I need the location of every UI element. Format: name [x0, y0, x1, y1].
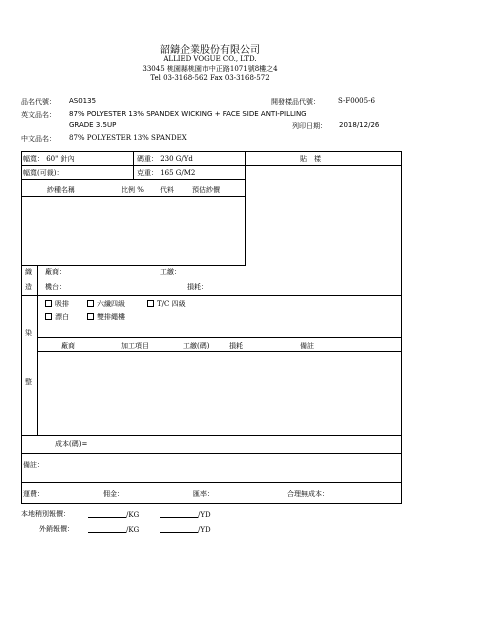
dye-col-process: 加工項目 — [121, 342, 149, 350]
freight-label: 運費： — [23, 490, 44, 498]
checkbox-icon — [45, 313, 52, 320]
dye-col-remark: 備註 — [300, 342, 314, 350]
remarks-box — [21, 453, 402, 483]
dev-code-value: S-F0005-6 — [338, 97, 375, 105]
width-label: 幅寬： 60" 針內 — [23, 155, 75, 163]
dye-col-vendor: 廠商 — [61, 342, 75, 350]
weaving-machine-label: 機台： — [45, 283, 66, 291]
dye-col-loss: 損耗 — [229, 342, 243, 350]
usable-width-label: 幅寬(可裁)： — [23, 169, 64, 177]
commission-label: 佣金： — [103, 490, 124, 498]
weaving-side-2: 造 — [25, 283, 32, 291]
name-en-line1: 87% POLYESTER 13% SPANDEX WICKING + FACE SIDE ANTI-PILLING — [69, 110, 307, 118]
yarn-price-col: 預估紗價 — [192, 186, 220, 194]
dye-col-labor: 工繳(碼) — [183, 342, 210, 350]
option-wicking[interactable]: 吸排 — [45, 299, 69, 309]
yarn-ratio-col: 比例 % — [121, 186, 144, 194]
checkbox-icon — [87, 300, 94, 307]
yarn-name-col: 紗種名稱 — [47, 186, 75, 194]
weight-label: 碼重： 230 G/Yd — [137, 155, 193, 163]
company-phone-fax: Tel 03-3168-562 Fax 03-3168-572 — [150, 74, 270, 82]
dyeing-side-1: 染 — [25, 329, 32, 337]
exchange-label: 匯率： — [193, 490, 214, 498]
weaving-loss-label: 損耗： — [187, 283, 208, 291]
checkbox-icon — [147, 300, 154, 307]
dyeing-side-2: 整 — [25, 378, 32, 386]
print-date-label: 列印日期： — [292, 122, 327, 130]
export-price-yd[interactable]: /YD — [160, 524, 211, 534]
local-price-yd[interactable]: /YD — [160, 509, 211, 519]
print-date-value: 2018/12/26 — [339, 121, 380, 129]
swatch-label: 貼 樣 — [300, 155, 321, 163]
option-bleach[interactable]: 漂白 — [45, 312, 69, 322]
dev-code-label: 開發樣品代號： — [271, 98, 320, 106]
weaving-factory-label: 廠商： — [45, 268, 66, 276]
dye-cost-label: 成本(碼)= — [55, 440, 88, 448]
local-price-kg[interactable]: /KG — [88, 509, 139, 519]
product-code-label: 品名代號： — [21, 98, 56, 106]
option-double[interactable]: 雙排繩樓 — [87, 312, 125, 322]
company-address: 33045 桃園縣桃園市中正路1071號8樓之4 — [142, 65, 278, 73]
total-cost-label: 合理無成本： — [287, 490, 329, 498]
checkbox-icon — [45, 300, 52, 307]
export-price-label: 外銷報價： — [39, 525, 74, 533]
name-zh-label: 中文品名： — [21, 135, 56, 143]
weaving-labor-label: 工繳： — [160, 268, 181, 276]
option-six-fiber[interactable]: 六纖四級 — [87, 299, 125, 309]
weaving-side-1: 織 — [25, 268, 32, 276]
option-tc[interactable]: T/C 四級 — [147, 299, 186, 309]
checkbox-icon — [87, 313, 94, 320]
yarn-fee-col: 代料 — [160, 186, 174, 194]
name-en-label: 英文品名： — [21, 111, 56, 119]
name-en-line2: GRADE 3.5UP — [69, 121, 117, 129]
company-name-zh: 韶鑄企業股份有限公司 — [160, 45, 260, 56]
product-code-value: AS0135 — [69, 97, 97, 105]
company-name-en: ALLIED VOGUE CO., LTD. — [163, 55, 257, 63]
local-price-label: 本地稍別報價： — [21, 510, 70, 518]
remarks-label: 備註： — [23, 461, 44, 469]
export-price-kg[interactable]: /KG — [88, 524, 139, 534]
name-zh-value: 87% POLYESTER 13% SPANDEX — [69, 134, 187, 142]
gsm-label: 克重： 165 G/M2 — [137, 169, 196, 177]
